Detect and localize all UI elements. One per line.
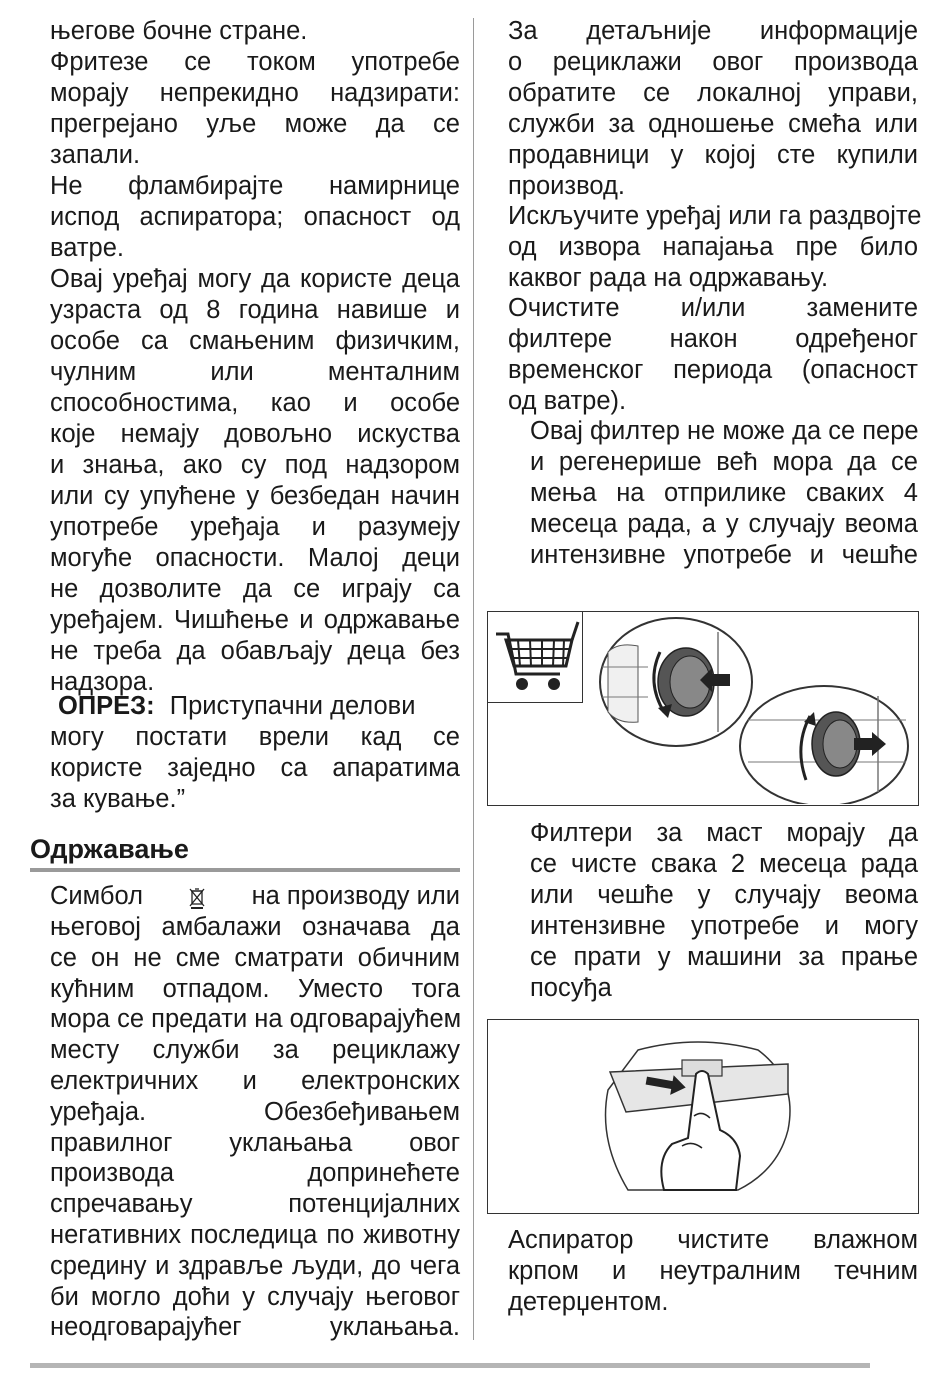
charcoal-text-line: интензивне употребе и чешће bbox=[530, 541, 918, 569]
recycle-text-line: производ. bbox=[508, 172, 625, 200]
safety-text-line: не дозволите да се играју са bbox=[50, 575, 460, 603]
safety-text-line: или су упућене у безбедан начин bbox=[50, 482, 460, 510]
caution-text-line: могу постати врели кад се bbox=[50, 723, 460, 751]
grease-text-line: посуђа bbox=[530, 974, 612, 1002]
maintenance-text-line: електричних и електронских bbox=[50, 1067, 460, 1095]
caution-text-line: за кување.” bbox=[50, 785, 186, 813]
crossed-out-wheeled-bin-icon bbox=[189, 886, 205, 908]
caution-text: Приступачни делови bbox=[169, 692, 416, 720]
recycle-text-line: За детаљније информације bbox=[508, 17, 918, 45]
charcoal-filter-figure bbox=[487, 611, 919, 806]
grease-text-line: Филтери за маст морају да bbox=[530, 819, 918, 847]
maintenance-text-line: производа допринећете bbox=[50, 1159, 460, 1188]
maintenance-text-line: мора се предати на одговарајућем bbox=[50, 1005, 462, 1034]
heading-underline bbox=[30, 868, 460, 872]
caution-first-line bbox=[58, 691, 460, 722]
safety-text-line: способностима, као и особе bbox=[50, 389, 460, 417]
maintenance-text-line: се он не сме сматрати обичним bbox=[50, 943, 460, 972]
safety-text-line: употребе уређаја и разумеју bbox=[50, 513, 460, 541]
safety-text-line: морају непрекидно надзирати: bbox=[50, 79, 460, 107]
maintenance-first-b: на производу или bbox=[251, 882, 460, 910]
maintenance-text-line: месту служби за рециклажу bbox=[50, 1036, 460, 1065]
clean-text-line: детерџентом. bbox=[508, 1288, 669, 1316]
filter-text-line: филтере након одређеног bbox=[508, 325, 918, 353]
page-bottom-rule bbox=[30, 1363, 870, 1368]
disconnect-text-line: Искључите уређај или га раздвојте bbox=[508, 202, 922, 230]
shopping-cart-icon bbox=[488, 612, 583, 703]
maintenance-text-line: његовој амбалажи означава да bbox=[50, 913, 460, 941]
safety-text-line: Не фламбирајте намирнице bbox=[50, 172, 460, 200]
filter-text-line: временског периода (опасност bbox=[508, 356, 918, 384]
maintenance-first-a: Симбол bbox=[50, 882, 144, 910]
safety-text-line: не треба да обављају деца без bbox=[50, 637, 460, 665]
maintenance-text-line: средину и здравље људи, до чега bbox=[50, 1251, 460, 1280]
safety-text-line: надзора. bbox=[50, 668, 155, 696]
safety-text-line: узраста од 8 година навише и bbox=[50, 296, 460, 324]
filter-text-line: од ватре). bbox=[508, 387, 627, 415]
safety-text-line: његове бочне стране. bbox=[50, 17, 308, 45]
safety-text-line: Фритезе се током употребе bbox=[50, 48, 460, 76]
filter-text-line: Очистите и/или замените bbox=[508, 294, 918, 322]
safety-text-line: прегрејано уље може да се bbox=[50, 110, 460, 138]
recycle-text-line: продавници у којој сте купили bbox=[508, 141, 918, 169]
grease-text-line: интензивне употребе и могу bbox=[530, 912, 918, 940]
clean-text-line: Аспиратор чистите влажном bbox=[508, 1226, 918, 1254]
safety-text-line: и знања, ако су под надзором bbox=[50, 451, 460, 479]
section-heading-maintenance: Одржавање bbox=[30, 834, 189, 864]
caution-text-line: користе заједно са апаратима bbox=[50, 754, 460, 782]
clean-text-line: крпом и неутралним течним bbox=[508, 1257, 918, 1285]
safety-text-line: ватре. bbox=[50, 234, 125, 262]
recycle-text-line: о рециклажи овог производа bbox=[508, 48, 918, 76]
grease-text-line: се чисте свака 2 месеца рада bbox=[530, 850, 918, 878]
charcoal-text-line: месеца рада, а у случају веома bbox=[530, 510, 918, 538]
safety-text-line: запали. bbox=[50, 141, 141, 169]
grease-filter-illustration bbox=[488, 1020, 918, 1213]
maintenance-text-line: кућним отпадом. Уместо тога bbox=[50, 974, 460, 1003]
maintenance-text-line: негативних последица по животну bbox=[50, 1221, 460, 1249]
disconnect-text-line: од извора напајања пре било bbox=[508, 233, 918, 261]
grease-text-line: или чешће у случају веома bbox=[530, 881, 918, 909]
grease-filter-figure bbox=[487, 1019, 919, 1214]
charcoal-text-line: и регенерише већ мора да се bbox=[530, 448, 918, 476]
maintenance-first-line bbox=[50, 881, 460, 912]
safety-text-line: могуће опасности. Малој деци bbox=[50, 544, 460, 572]
grease-text-line: се прати у машини за прање bbox=[530, 943, 918, 971]
maintenance-text-line: спречавању потенцијалних bbox=[50, 1190, 460, 1219]
maintenance-text-line: неодговарајућег уклањања. bbox=[50, 1313, 460, 1342]
safety-text-line: уређајем. Чишћење и одржавање bbox=[50, 606, 460, 634]
charcoal-text-line: мења на отприлике сваких 4 bbox=[530, 479, 918, 507]
maintenance-text-line: правилног уклањања овог bbox=[50, 1128, 460, 1157]
safety-text-line: чулним или менталним bbox=[50, 358, 460, 386]
safety-text-line: које немају довољно искуства bbox=[50, 420, 460, 448]
recycle-text-line: служби за одношење смећа или bbox=[508, 110, 918, 138]
safety-text-line: Овај уређај могу да користе деца bbox=[50, 265, 460, 293]
column-divider bbox=[473, 18, 474, 1340]
safety-text-line: особе са смањеним физичким, bbox=[50, 327, 460, 355]
charcoal-text-line: Овај филтер не може да се пере bbox=[530, 417, 919, 445]
caution-label: ОПРЕЗ: bbox=[58, 692, 155, 720]
maintenance-text-line: уређаја. Обезбеђивањем bbox=[50, 1097, 460, 1126]
safety-text-line: испод аспиратора; опасност од bbox=[50, 203, 460, 231]
recycle-text-line: обратите се локалној управи, bbox=[508, 79, 918, 107]
maintenance-text-line: би могло доћи у случају његовог bbox=[50, 1282, 460, 1311]
filter-replacement-illustration bbox=[588, 612, 916, 804]
disconnect-text-line: каквог рада на одржавању. bbox=[508, 264, 829, 292]
